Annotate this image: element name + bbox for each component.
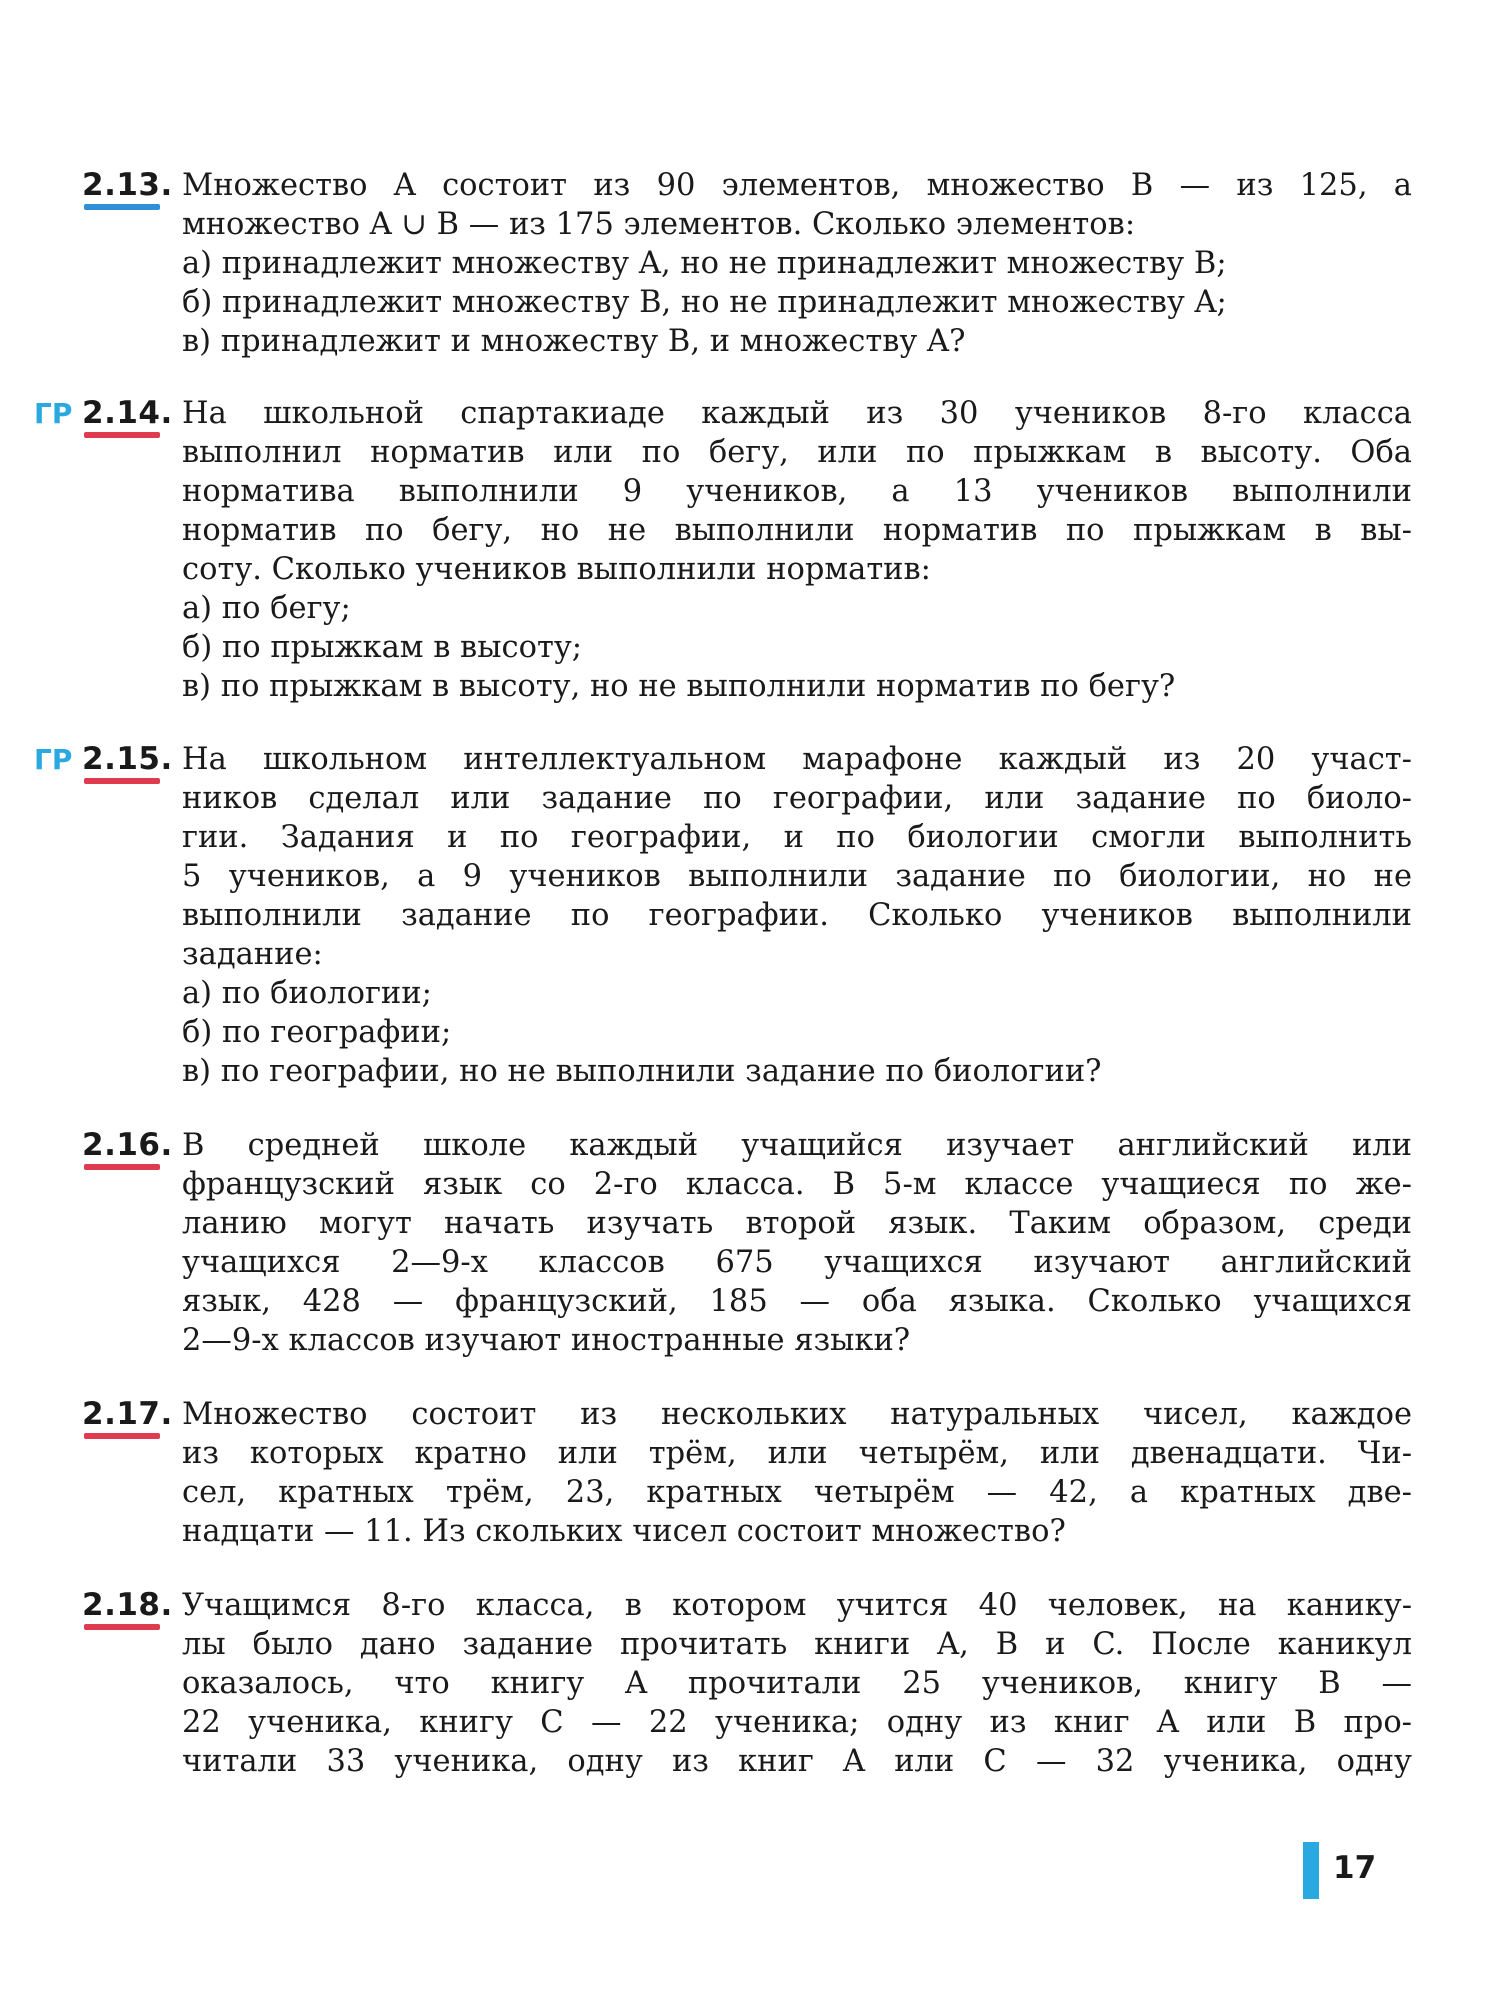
- problem-line: 22 ученика, книгу C — 22 ученика; одну из книг A или B про-: [182, 1705, 1412, 1740]
- problem-number-underline: [84, 204, 160, 210]
- page-number: 17: [1333, 1850, 1377, 1886]
- problem-line: Учащимся 8-го класса, в котором учится 40 человек, на канику-: [182, 1588, 1412, 1623]
- problem-line: выполнил норматив или по бегу, или по прыжкам в высоту. Оба: [182, 435, 1412, 470]
- problem-number-underline: [84, 1624, 160, 1630]
- problem-text: [182, 1395, 1412, 1551]
- problem-line: норматив по бегу, но не выполнили норматив по прыжкам в вы-: [182, 513, 1412, 548]
- problem-number: 2.17.: [82, 1396, 173, 1432]
- problem-number-underline: [84, 778, 160, 784]
- problem-line: а) по биологии;: [182, 976, 432, 1011]
- problem-line: На школьном интеллектуальном марафоне каждый из 20 участ-: [182, 742, 1412, 777]
- problem-line: Множество A состоит из 90 элементов, множество B — из 125, а: [182, 168, 1412, 203]
- problem-number-underline: [84, 1433, 160, 1439]
- problem-line: язык, 428 — французский, 185 — оба языка. Сколько учащихся: [182, 1284, 1412, 1319]
- problem-line: норматива выполнили 9 учеников, а 13 учеников выполнили: [182, 474, 1412, 509]
- problem-line: гии. Задания и по географии, и по биологии смогли выполнить: [182, 820, 1412, 855]
- page-number-tab: [1303, 1842, 1319, 1899]
- problem-number: 2.14.: [82, 395, 173, 431]
- problem-line: в) по географии, но не выполнили задание по биологии?: [182, 1054, 1102, 1089]
- problem-line: На школьной спартакиаде каждый из 30 учеников 8-го класса: [182, 396, 1412, 431]
- problem-text: [182, 166, 1412, 361]
- problem-line: выполнили задание по географии. Сколько учеников выполнили: [182, 898, 1412, 933]
- group-work-tag: ГР: [34, 743, 73, 776]
- problem-line: соту. Сколько учеников выполнили норматив:: [182, 552, 931, 587]
- problem-text: [182, 394, 1412, 706]
- problem-number: 2.15.: [82, 741, 173, 777]
- problem-line: в) по прыжкам в высоту, но не выполнили норматив по бегу?: [182, 669, 1176, 704]
- problem-line: Множество состоит из нескольких натуральных чисел, каждое: [182, 1397, 1412, 1432]
- problem-line: в) принадлежит и множеству B, и множеству A?: [182, 324, 966, 359]
- problem-number: 2.13.: [82, 167, 173, 203]
- problem-line: ланию могут начать изучать второй язык. Таким образом, среди: [182, 1206, 1412, 1241]
- problem-text: [182, 1586, 1412, 1781]
- problem-line: задание:: [182, 937, 323, 972]
- problem-number: 2.18.: [82, 1587, 173, 1623]
- problem-line: множество A ∪ B — из 175 элементов. Сколько элементов:: [182, 207, 1136, 242]
- problem-text: [182, 740, 1412, 1091]
- problem-line: надцати — 11. Из скольких чисел состоит множество?: [182, 1514, 1066, 1549]
- problem-line: б) по географии;: [182, 1015, 452, 1050]
- problem-line: лы было дано задание прочитать книги A, B и C. После каникул: [182, 1627, 1412, 1662]
- problem-line: ников сделал или задание по географии, или задание по биоло-: [182, 781, 1412, 816]
- problem-line: из которых кратно или трём, или четырём, или двенадцати. Чи-: [182, 1436, 1412, 1471]
- problem-line: 2—9-х классов изучают иностранные языки?: [182, 1323, 911, 1358]
- group-work-tag: ГР: [34, 397, 73, 430]
- problem-line: 5 учеников, а 9 учеников выполнили задание по биологии, но не: [182, 859, 1412, 894]
- problem-number-underline: [84, 1164, 160, 1170]
- problem-line: читали 33 ученика, одну из книг A или C — 32 ученика, одну: [182, 1744, 1412, 1779]
- problem-number-underline: [84, 432, 160, 438]
- problem-line: б) по прыжкам в высоту;: [182, 630, 583, 665]
- problem-line: оказалось, что книгу A прочитали 25 учеников, книгу B —: [182, 1666, 1412, 1701]
- problem-line: В средней школе каждый учащийся изучает английский или: [182, 1128, 1412, 1163]
- problem-line: учащихся 2—9-х классов 675 учащихся изучают английский: [182, 1245, 1412, 1280]
- problem-text: [182, 1126, 1412, 1360]
- problem-line: французский язык со 2-го класса. В 5-м классе учащиеся по же-: [182, 1167, 1412, 1202]
- problem-number: 2.16.: [82, 1127, 173, 1163]
- problem-line: сел, кратных трём, 23, кратных четырём — 42, а кратных две-: [182, 1475, 1412, 1510]
- problem-line: б) принадлежит множеству B, но не принадлежит множеству A;: [182, 285, 1227, 320]
- problem-line: а) принадлежит множеству A, но не принадлежит множеству B;: [182, 246, 1227, 281]
- problem-line: а) по бегу;: [182, 591, 351, 626]
